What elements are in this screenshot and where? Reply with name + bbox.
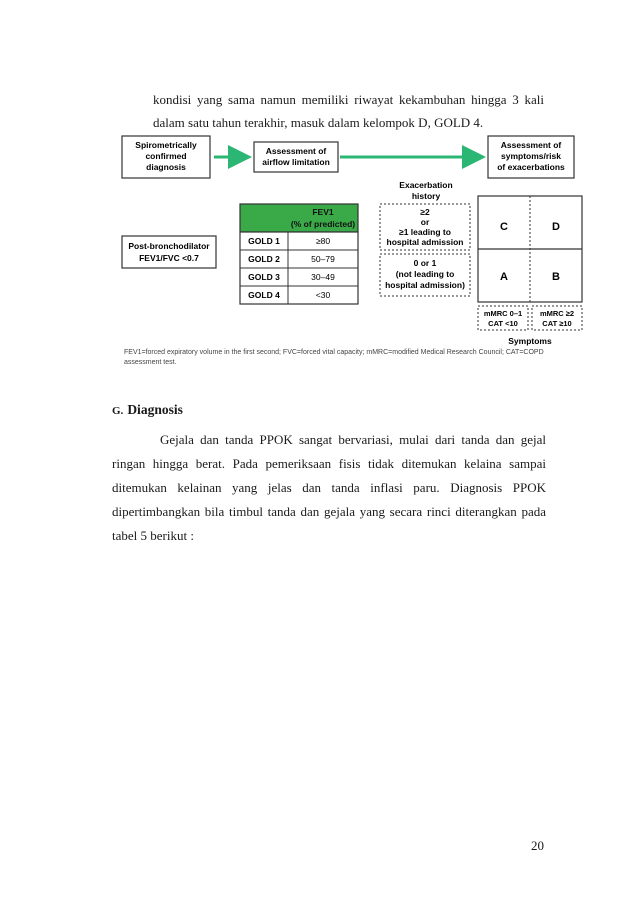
section-title: Diagnosis xyxy=(127,402,183,417)
page-number: 20 xyxy=(531,838,544,853)
fev-header: FEV1 xyxy=(312,207,334,217)
symptoms-box xyxy=(488,136,574,178)
paragraph-line: ditemukan kelainan yang jelas dan tanda inflasi paru. Diagnosis PPOK xyxy=(112,480,546,495)
airflow-text: airflow limitation xyxy=(262,157,330,167)
paragraph-line: tabel 5 berikut : xyxy=(112,528,194,543)
post-bronchodilator-text: Post-bronchodilator xyxy=(128,241,210,251)
section-heading xyxy=(112,402,183,418)
symptom-low-box xyxy=(478,306,528,330)
symptoms-label: Symptoms xyxy=(508,336,552,346)
gold-grade: GOLD 2 xyxy=(248,254,280,264)
paragraph-line: ringan hingga berat. Pada pemeriksaan fisis tidak ditemukan kelaina sampai xyxy=(112,456,546,471)
exacerbation-high-box xyxy=(380,204,470,250)
spirometry-text: diagnosis xyxy=(146,162,186,172)
paragraph-line: dalam satu tahun terakhir, masuk dalam kelompok D, GOLD 4. xyxy=(153,115,484,130)
group-b: B xyxy=(552,271,560,283)
symptoms-text: symptoms/risk xyxy=(501,151,561,161)
airflow-box xyxy=(254,142,338,172)
abcd-grid xyxy=(478,196,582,302)
gold-value: 50–79 xyxy=(311,254,335,264)
group-d: D xyxy=(552,221,560,233)
symptom-low-text: mMRC 0–1 xyxy=(483,309,523,318)
gold-value: ≥80 xyxy=(315,236,331,246)
exacerbation-title: Exacerbation xyxy=(399,180,453,190)
group-c: C xyxy=(500,221,508,233)
symptom-high-box xyxy=(532,306,582,330)
exacerbation-low-text: hospital admission) xyxy=(385,280,465,290)
exacerbation-low-text: 0 or 1 xyxy=(413,258,437,268)
exacerbation-title: history xyxy=(411,191,441,201)
exacerbation-low-text: (not leading to xyxy=(395,269,455,279)
figure-caption: FEV1=forced expiratory volume in the first second; FVC=forced vital capacity; mMRC=modified Medical Research Council; CAT=COPD assessment test. xyxy=(124,349,544,366)
gold-value: <30 xyxy=(315,290,331,300)
exacerbation-low-box xyxy=(380,254,470,296)
gold-grade: GOLD 1 xyxy=(248,236,280,246)
exacerbation-high-text: or xyxy=(420,217,430,227)
gold-grade: GOLD 3 xyxy=(248,272,280,282)
spirometry-text: confirmed xyxy=(145,151,187,161)
spirometry-text: Spirometrically xyxy=(135,140,197,150)
fev-header: (% of predicted) xyxy=(290,219,356,229)
symptom-high-text: mMRC ≥2 xyxy=(539,309,575,318)
spirometry-box xyxy=(122,136,210,178)
paragraph-line: dipertimbangkan bila timbul tanda dan gejala yang secara rinci diterangkan pada xyxy=(112,504,546,519)
exacerbation-high-text: hospital admission xyxy=(386,237,464,247)
group-a: A xyxy=(500,271,508,283)
airflow-text: Assessment of xyxy=(265,146,327,156)
paragraph-line: kondisi yang sama namun memiliki riwayat kekambuhan hingga 3 kali xyxy=(153,92,544,107)
gold-table xyxy=(240,204,358,304)
section-number: G. xyxy=(112,405,124,417)
exacerbation-high-text: ≥2 xyxy=(420,207,430,217)
symptom-low-text: CAT <10 xyxy=(488,319,518,328)
exacerbation-high-text: ≥1 leading to xyxy=(399,227,451,237)
paragraph-line: Gejala dan tanda PPOK sangat bervariasi, mulai dari tanda dan gejal xyxy=(160,432,546,447)
symptom-high-text: CAT ≥10 xyxy=(542,319,572,328)
post-bronchodilator-text: FEV1/FVC <0.7 xyxy=(139,253,199,263)
gold-grade: GOLD 4 xyxy=(248,290,280,300)
gold-classification-figure xyxy=(118,132,588,350)
gold-value: 30–49 xyxy=(311,272,335,282)
post-bronchodilator-box xyxy=(122,236,216,268)
symptoms-text: Assessment of xyxy=(500,140,562,150)
symptoms-text: of exacerbations xyxy=(497,162,565,172)
